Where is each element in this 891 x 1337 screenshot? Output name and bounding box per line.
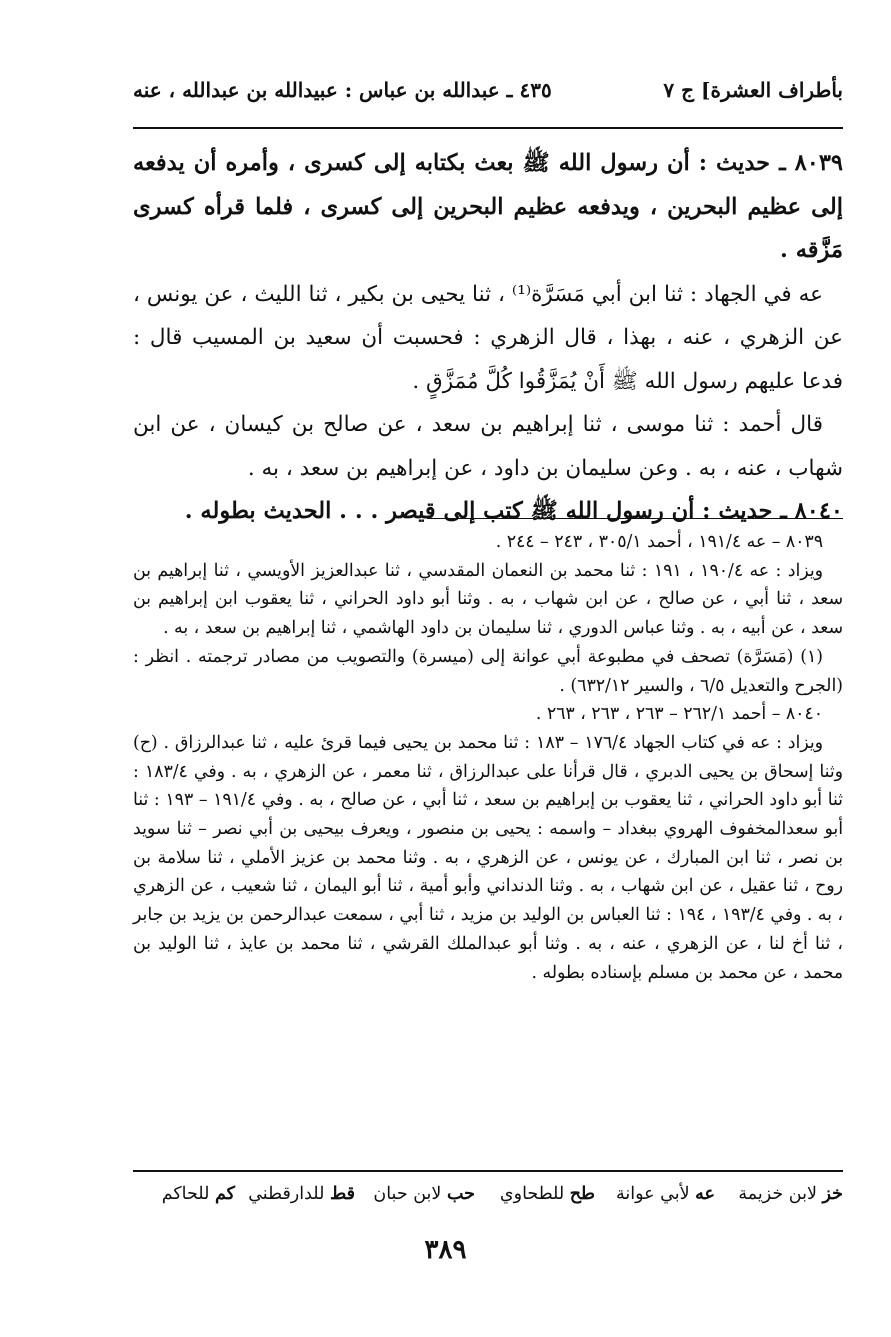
header-section-title: ٤٣٥ ـ عبدالله بن عباس : عبيدالله بن عبدالله ، عنه [133, 78, 552, 102]
hadith-8040: ٨٠٤٠ ـ حديث : أن رسول الله ﷺ كتب إلى قيصر . . . الحديث بطوله . [184, 498, 843, 524]
header-volume: بأطراف العشرة] ج ٧ [663, 78, 843, 102]
symbol-hakim: كم للحاكم [161, 1184, 235, 1204]
main-text [133, 142, 843, 534]
symbol-tahawi: طح للطحاوي [499, 1184, 595, 1204]
hadith-8039: ٨٠٣٩ ـ حديث : أن رسول الله ﷺ بعث بكتابه إلى كسرى ، وأمره أن يدفعه إلى عظيم البحرين ، ويدفعه عظيم البحرين إلى كسرى ، فلما قرأه كسرى مَزَّقه . [133, 150, 843, 263]
paragraph-ahmad: قال أحمد : ثنا موسى ، ثنا إبراهيم بن سعد ، عن صالح بن كيسان ، عن ابن شهاب ، عنه ، به . وعن سليمان بن داود ، عن إبراهيم بن سعد ، به . [133, 412, 843, 481]
footnote-separator [427, 518, 843, 519]
header-rule [133, 127, 843, 129]
footnote-8039-sources: ٨٠٣٩ – عه ١٩١/٤ ، أحمد ٣٠٥/١ ، ٢٤٣ – ٢٤٤ . [495, 532, 823, 552]
running-header [133, 78, 843, 114]
footnote-1: (١) (مَسَرَّة) تصحف في مطبوعة أبي عوانة إلى (ميسرة) والتصويب من مصادر ترجمته . انظر : (الجرح والتعديل ٦/٥ ، والسير ٦٣٢/١٢) . [133, 646, 843, 696]
footnote-8040-sources: ٨٠٤٠ – أحمد ٢٦٢/١ – ٢٦٣ ، ٢٦٣ ، ٢٦٣ . [535, 704, 823, 725]
symbol-ibn-hibban: حب لابن حبان [373, 1184, 475, 1204]
page-number: ٣٨٩ [424, 1235, 467, 1265]
symbols-rule [133, 1170, 843, 1172]
symbols-legend [133, 1184, 843, 1216]
footnote-8040-additions: ويزاد : عه في كتاب الجهاد ١٧٦/٤ – ١٨٣ : ثنا محمد بن يحيى فيما قرئ عليه ، ثنا عبدالرزاق . (ح) وثنا إسحاق بن يحيى الدبري ، قال قرأنا على عبدالرزاق ، ثنا معمر ، عن الزهري ، به . وفي ١٨٣/٤ : ثنا أبو داود الحراني ، ثنا يعقوب بن إبراهيم بن سعد ، ثنا أبي ، عن صالح ، به . وفي ١٩١/٤ – ١٩٣ : ثنا أبو سعدالمخفوف الهروي ببغداد – واسمه : يحيى بن منصور ، ويعرف بيحيى بن أبي نصر – ثنا سويد بن نصر ، ثنا ابن المبارك ، عن يونس ، عن الزهري ، به . وثنا محمد بن عزيز الأملي ، ثنا سلامة بن روح ، ثنا عقيل ، عن ابن شهاب ، به . وثنا الدنداني وأبو أمية ، ثنا أبو اليمان ، ثنا شعيب ، عن الزهري ، به . وفي ١٩٣/٤ ، ١٩٤ : ثنا العباس بن الوليد بن مزيد ، ثنا أبي ، سمعت عبدالرحمن بن يزيد بن جابر ، ثنا أخ لنا ، عن الزهري ، عنه ، به . وثنا أبو عبدالملك القرشي ، ثنا محمد بن عايذ ، ثنا الوليد بن محمد ، عن محمد بن مسلم بإسناده بطوله . [133, 732, 843, 983]
paragraph-abu-awana: عه في الجهاد : ثنا ابن أبي مَسَرَّة⁽¹⁾ ، ثنا يحيى بن بكير ، ثنا الليث ، عن يونس ، عن الزهري ، عنه ، بهذا ، قال الزهري : فحسبت أن سعيد بن المسيب قال : فدعا عليهم رسول الله ﷺ أَنْ يُمَزَّقُوا كُلَّ مُمَزَّقٍ . [133, 281, 843, 394]
symbol-ibn-khuzayma: خز لابن خزيمة [738, 1184, 843, 1204]
symbol-abu-awana: عه لأبي عوانة [615, 1184, 715, 1204]
footnote-8039-additions: ويزاد : عه ١٩٠/٤ ، ١٩١ : ثنا محمد بن النعمان المقدسي ، ثنا عبدالعزيز الأويسي ، ثنا إبراهيم بن سعد ، ثنا أبي ، عن صالح ، عن ابن شهاب ، به . وثنا أبو داود الحراني ، ثنا يعقوب ابن إبراهيم بن سعد ، عن أبيه ، به . وثنا عباس الدوري ، ثنا سليمان بن داود الهاشمي ، ثنا إبراهيم بن سعد ، به . [133, 560, 843, 639]
footnotes [133, 528, 843, 987]
symbol-daraqutni: قط للدارقطني [248, 1184, 355, 1204]
